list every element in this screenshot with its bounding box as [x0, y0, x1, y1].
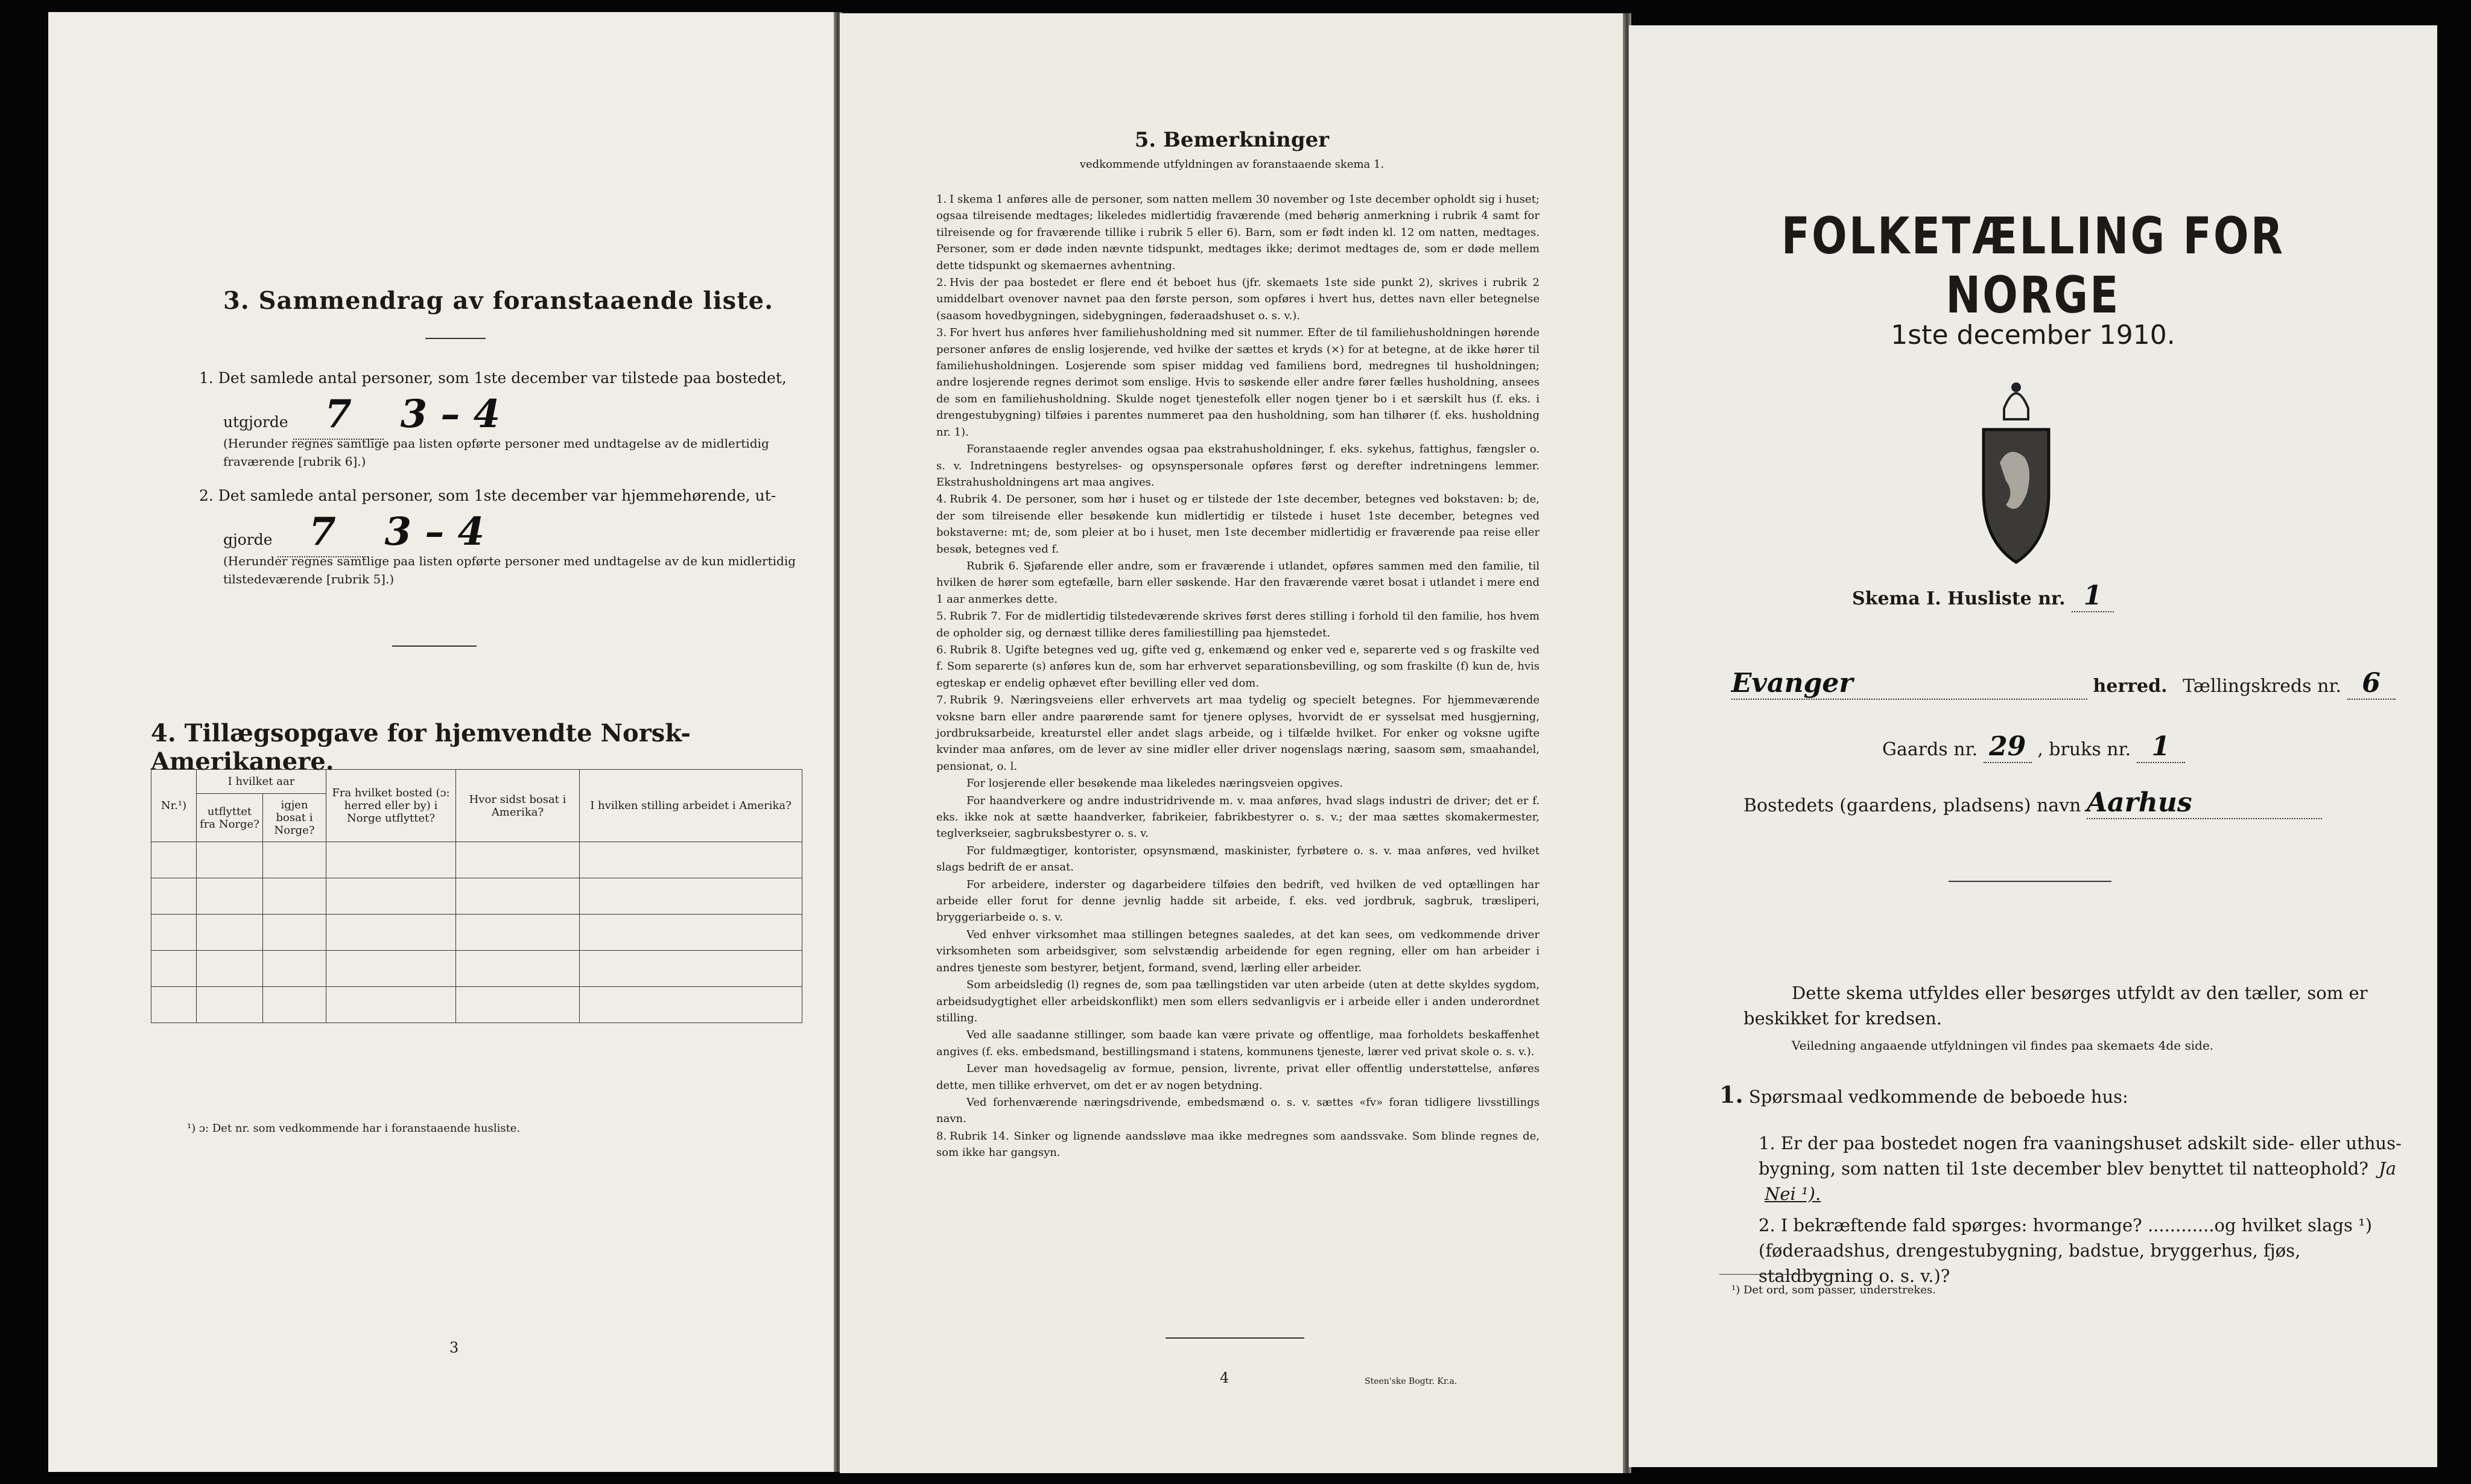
remark-text: Ved enhver virksomhet maa stillingen betegnes saaledes, at det kan sees, om vedkommende driver virksomheten som arbeidsgiver, som selvstændig arbeidende for egen regning, eller om han arbeider i andres tjeneste som bestyrer, betjent, formand, svend, lærling eller arbeider. [936, 928, 1540, 974]
divider [1949, 881, 2111, 882]
remark-item [936, 1027, 1540, 1060]
remarks-list [936, 191, 1540, 1162]
col-nr: Nr.¹) [151, 770, 197, 842]
remark-item [936, 325, 1540, 440]
remark-number: 2. [936, 276, 947, 290]
remark-item [936, 491, 1540, 557]
remark-text: Som arbeidsledig (l) regnes de, som paa tællingstiden var uten arbeide (uten at dette skyldes sygdom, arbeidsudygtighet eller arbeidskonflikt) men som ellers sedvanligvis er i arbeide eller i anden underordnet stilling. [936, 978, 1540, 1024]
herred-label: herred. [2093, 676, 2168, 697]
remark-text: For arbeidere, inderster og dagarbeidere tilføies den bedrift, ved hvilken de ved optællingen har arbeide eller forut for denne jevnlig hadde sit arbeide, f. eks. ved jordbruk, sagbruk, træsliperi, bryggeriarbeide o. s. v. [936, 878, 1540, 924]
guide-text: Veiledning angaaende utfyldningen vil findes paa skemaets 4de side. [1792, 1038, 2214, 1053]
footnote: ¹) Det ord, som passer, understrekes. [1731, 1284, 1936, 1296]
divider [425, 338, 486, 339]
item2-label: gjorde [223, 531, 273, 548]
remark-number: 8. [936, 1129, 947, 1143]
answer-nei: Nei ¹). [1765, 1184, 1821, 1204]
right-page [1629, 25, 2437, 1467]
remarks-subtitle: vedkommende utfyldningen av foranstaaende skema 1. [1079, 158, 1385, 171]
table-row [151, 915, 802, 951]
remark-item [936, 191, 1540, 274]
remark-text: Lever man hovedsagelig av formue, pension, livrente, privat eller offentlig understøttelse, anføres dette, men tillike erhvervet, om det er av nogen betydning. [936, 1062, 1540, 1092]
remark-item [936, 775, 1540, 791]
table-row [151, 987, 802, 1023]
remark-text: Ved alle saadanne stillinger, som baade kan være private og offentlige, maa forholdets beskaffenhet angives (f. eks. embedsmand, bestillingsmand i statens, kommunens tjeneste, lærer ved privat skole o. s. v.). [936, 1029, 1540, 1058]
col-aar: I hvilket aar [197, 770, 326, 794]
krets-nr: 6 [2347, 668, 2396, 700]
item2-text: 2. Det samlede antal personer, som 1ste december var hjemmehørende, ut- [199, 487, 776, 504]
col-igjen: igjen bosat i Norge? [263, 794, 326, 842]
schema-label: Skema I. Husliste nr. [1852, 588, 2066, 609]
table-row [151, 878, 802, 915]
item2-note: (Herunder regnes samtlige paa listen opførte personer med undtagelse av de kun midlertidig tilstedeværende [rubrik 5].) [223, 554, 796, 586]
remark-text: Rubrik 9. Næringsveiens eller erhvervets art maa tydelig og specielt betegnes. For hjemmeværende voksne barn eller andre paarørende samt for tjenere oplyses, hvorvidt de er sysselsat med husgjerning, jordbruksarbeide, kreaturstel eller andet slags arbeide, og i tilfælde hvilket. For enker og voksne ugifte kvinder maa anføres, om de lever av sine midler eller driver nogenslags næring, saasom søm, smaahandel, pensionat, o. l. [936, 694, 1540, 773]
remark-item [936, 608, 1540, 641]
remark-text: For losjerende eller besøkende maa likeledes næringsveien opgives. [966, 777, 1343, 790]
col-amerika: Hvor sidst bosat i Amerika? [456, 770, 580, 842]
q-heading: Spørsmaal vedkommende de beboede hus: [1748, 1086, 2128, 1107]
left-page [48, 12, 834, 1472]
gaards-nr: 29 [1984, 731, 2032, 763]
divider [1166, 1337, 1304, 1339]
table-row [151, 951, 802, 987]
remark-item [936, 877, 1540, 926]
gaards-label: Gaards nr. [1882, 739, 1978, 760]
page-number: 4 [1220, 1369, 1229, 1386]
coat-of-arms-icon [1973, 372, 2060, 565]
item1-hand-total: 7 [325, 392, 352, 437]
bosted-field: Aarhus [2087, 787, 2322, 819]
remark-text: Ved forhenværende næringsdrivende, embedsmænd o. s. v. sættes «fv» foran tidligere livsstillings navn. [936, 1096, 1540, 1126]
info-text: Dette skema utfyldes eller besørges utfyldt av den tæller, som er beskikket for kredsen. [1743, 983, 2368, 1029]
section3-title: 3. Sammendrag av foranstaaende liste. [223, 287, 774, 315]
remark-item [936, 274, 1540, 324]
remark-text: Rubrik 4. De personer, som hør i huset og er tilstede der 1ste december, betegnes ved bokstaven: b; de, der som tilreisende eller besøkende kun midlertidig er tilstede i huset 1ste december, betegnes ved bokstaverne: mt; de, som pleier at bo i huset, men 1ste december midlertidig er fraværende paa reise eller besøk, betegnes ved f. [936, 493, 1540, 556]
q-heading-number: 1. [1719, 1081, 1743, 1108]
husliste-nr: 1 [2072, 580, 2114, 612]
remark-item [936, 927, 1540, 976]
section4-title: 4. Tillægsopgave for hjemvendte Norsk-Amerikanere. [151, 719, 691, 776]
question-1: 1. Er der paa bostedet nogen fra vaaningshuset adskilt side- eller uthus-bygning, som natten til 1ste december blev benyttet til natteophold? [1759, 1133, 2402, 1179]
remark-item [936, 558, 1540, 607]
bruks-label: , bruks nr. [2037, 739, 2131, 760]
remark-item [936, 977, 1540, 1026]
herred-field: Evanger [1731, 668, 2087, 700]
remark-text: For hvert hus anføres hver familiehusholdning med sit nummer. Efter de til familiehusholdningen hørende personer anføres de enslig losjerende, ved hvilke der sættes et kryds (×) for at betegne, at de ikke hører til familiehusholdningen. Losjerende som spiser middag ved familiens bord, medregnes til husholdningen; andre losjerende regnes derimot som enslige. Hvis to søskende eller andre fører fælles husholdning, ansees de som en familiehusholdning. Skulde noget tjenestefolk eller nogen tjener bo i et særskilt hus (f. eks. i drengestubygning) tilføies i parentes nummeret paa den husholdning, som han tilhører (f. eks. husholdning nr. 1). [936, 326, 1540, 439]
remark-number: 5. [936, 610, 947, 623]
item1-label: utgjorde [223, 413, 288, 431]
remark-text: Rubrik 14. Sinker og lignende aandssløve maa ikke medregnes som aandssvake. Som blinde regnes de, som ikke har gangsyn. [936, 1129, 1540, 1159]
table-row [151, 842, 802, 878]
remark-text: Rubrik 7. For de midlertidig tilstedeværende skrives først deres stilling i forhold til den familie, hos hvem de opholder sig, og dernæst tillike deres familiestilling paa hjemstedet. [936, 610, 1540, 639]
answer-ja: Ja [2379, 1158, 2397, 1179]
divider [1719, 1274, 1840, 1275]
item1-note: (Herunder regnes samtlige paa listen opførte personer med undtagelse av de midlertidig fraværende [rubrik 6].) [223, 436, 769, 469]
divider [392, 645, 477, 647]
remark-text: Rubrik 6. Sjøfarende eller andre, som er fraværende i utlandet, opføres sammen med den familie, til hvilken de hører som egtefælle, barn eller søskende. Har den fraværende været bosat i utlandet i mere end 1 aar anmerkes dette. [936, 559, 1540, 606]
col-utflyttet: utflyttet fra Norge? [197, 794, 263, 842]
norsk-amerikanere-table [151, 769, 802, 1023]
remark-number: 7. [936, 694, 947, 707]
footnote: ¹) ɔ: Det nr. som vedkommende har i foranstaaende husliste. [187, 1122, 521, 1135]
col-bosted: Fra hvilket bosted (ɔ: herred eller by) i Norge utflyttet? [326, 770, 456, 842]
remark-text: Rubrik 8. Ugifte betegnes ved ug, gifte ved g, enkemænd og enker ved e, separerte ved s og fraskilte ved f. Som separerte (s) anføres kun de, som har erhvervet separationsbevilling, og som fraskilte (f) kun de, hvis egteskap er endelig ophævet efter bevilling eller ved dom. [936, 643, 1540, 690]
remark-text: I skema 1 anføres alle de personer, som natten mellem 30 november og 1ste december opholdt sig i huset; ogsaa tilreisende medtages; likeledes midlertidig fraværende (med behørig anmerkning i rubrik 4 samt for tilreisende og for fraværende tillike i rubrik 5 eller 6). Barn, som er født inden kl. 12 om natten, medtages. Personer, som er døde inden nævnte tidspunkt, medtages ikke; derimot medtages de, som er døde mellem dette tidspunkt og skemaernes avhentning. [936, 193, 1540, 272]
printer-mark: Steen'ske Bogtr. Kr.a. [1365, 1377, 1458, 1386]
remark-text: Hvis der paa bostedet er flere end ét beboet hus (jfr. skemaets 1ste side punkt 2), skrives i rubrik 2 umiddelbart ovenover navnet paa den første person, som opføres i hvert hus, dettes navn eller betegnelse (saasom hovedbygningen, sidebygningen, føderaadshuset o. s. v.). [936, 276, 1540, 322]
question-2: 2. I bekræftende fald spørges: hvormange? ............og hvilket slags ¹) (føderaadshus, drengestubygning, badstue, bryggerhus, fjøs, staldbygning o. s. v.)? [1759, 1215, 2373, 1286]
item2-hand-total: 7 [309, 509, 336, 554]
remark-number: 4. [936, 493, 947, 506]
remark-item [936, 642, 1540, 691]
middle-page [840, 13, 1624, 1473]
remark-text: For fuldmægtiger, kontorister, opsynsmænd, maskinister, fyrbøtere o. s. v. maa anføres, ved hvilket slags bedrift de er ansat. [936, 844, 1540, 874]
remark-number: 1. [936, 193, 947, 206]
remark-item [936, 692, 1540, 775]
item1-hand-split: 3 – 4 [400, 392, 501, 437]
remark-text: For haandverkere og andre industridrivende m. v. maa anføres, hvad slags industri de driver; det er f. eks. ikke nok at sætte haandverker, fabrikeier, fabrikbestyrer o. s. v.; der maa sættes skomakermester, teglverkseier, sagbruksbestyrer o. s. v. [936, 794, 1540, 840]
remark-item [936, 441, 1540, 490]
remark-item [936, 1061, 1540, 1094]
remark-item [936, 1094, 1540, 1127]
col-stilling: I hvilken stilling arbeidet i Amerika? [580, 770, 802, 842]
census-date: 1ste december 1910. [1891, 320, 2175, 350]
item1-text: 1. Det samlede antal personer, som 1ste december var tilstede paa bostedet, [199, 369, 787, 387]
page-number: 3 [449, 1339, 459, 1356]
bruks-nr: 1 [2137, 731, 2185, 763]
bosted-label: Bostedets (gaardens, pladsens) navn [1743, 795, 2081, 816]
remark-item [936, 793, 1540, 842]
census-title: FOLKETÆLLING FOR NORGE [1781, 206, 2285, 325]
remark-item [936, 1128, 1540, 1161]
remark-item [936, 843, 1540, 876]
krets-label: Tællingskreds nr. [2183, 676, 2342, 697]
item2-hand-split: 3 – 4 [384, 509, 485, 554]
remark-number: 6. [936, 643, 947, 656]
remark-number: 3. [936, 326, 947, 340]
remark-text: Foranstaaende regler anvendes ogsaa paa ekstrahusholdninger, f. eks. sykehus, fattighus, fængsler o. s. v. Indretningens bestyrelses- og opsynspersonale opføres først og derefter indretningens lemmer. Ekstrahusholdningens art maa angives. [936, 443, 1540, 489]
remarks-title: 5. Bemerkninger [1134, 128, 1330, 152]
